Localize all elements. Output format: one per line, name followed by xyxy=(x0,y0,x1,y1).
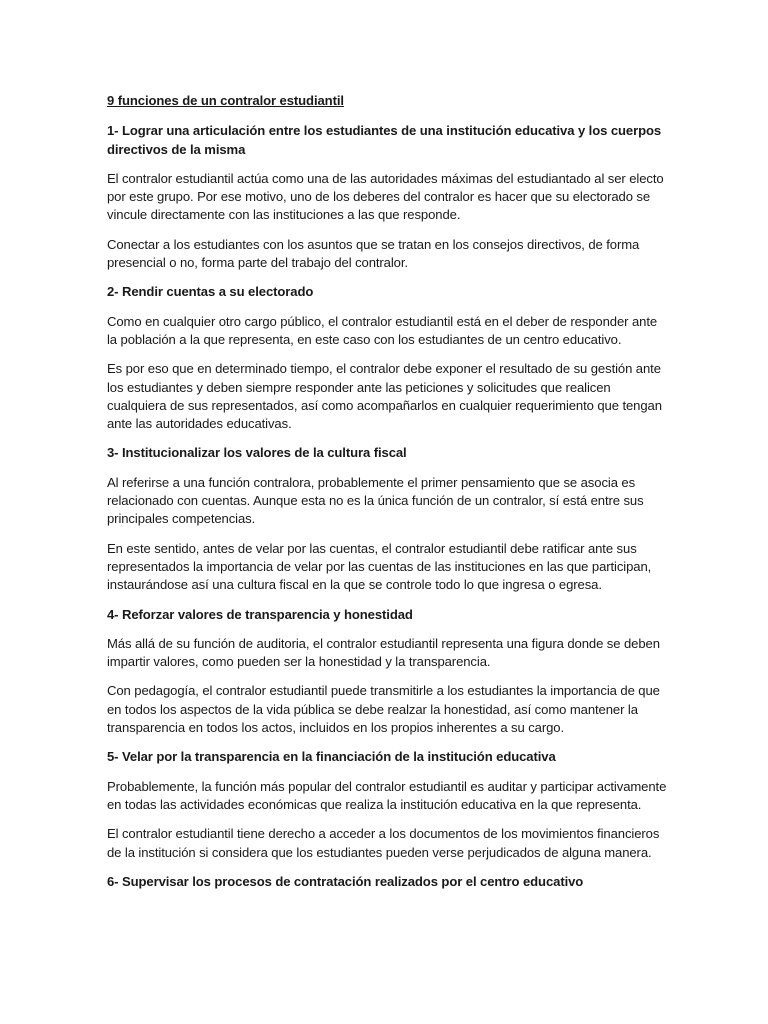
section-heading-4: 4- Reforzar valores de transparencia y honestidad xyxy=(107,606,413,622)
paragraph: Es por eso que en determinado tiempo, el contralor debe exponer el resultado de su gestión ante los estudiantes y deben siempre responder ante las peticiones y solicitudes que realicen cualquiera de sus representados, así como acompañarlos en cualquier requerimiento que tengan ante las autoridades educativas. xyxy=(107,361,662,432)
section-heading-5: 5- Velar por la transparencia en la financiación de la institución educativa xyxy=(107,749,556,765)
paragraph: Probablemente, la función más popular del contralor estudiantil es auditar y participar activamente en todas las actividades económicas que realiza la institución educativa en la que representa. xyxy=(107,778,667,812)
paragraph: Al referirse a una función contralora, probablemente el primer pensamiento que se asocia es relacionado con cuentas. Aunque esta no es la única función de un contralor, sí está entre sus principales competencias. xyxy=(107,474,644,527)
document-body xyxy=(107,92,667,902)
paragraph: Conectar a los estudiantes con los asuntos que se tratan en los consejos directivos, de forma presencial o no, forma parte del trabajo del contralor. xyxy=(107,236,640,271)
paragraph: Como en cualquier otro cargo público, el contralor estudiantil está en el deber de responder ante la población a la que representa, en este caso con los estudiantes de un centro educativo. xyxy=(107,313,658,347)
paragraph: El contralor estudiantil actúa como una de las autoridades máximas del estudiantado al ser electo por este grupo. Por ese motivo, uno de los deberes del contralor es hacer que su electorado se vincule directamente con las instituciones a las que responde. xyxy=(107,170,664,223)
paragraph: El contralor estudiantil tiene derecho a acceder a los documentos de los movimientos financieros de la institución si considera que los estudiantes pueden verse perjudicados de alguna manera. xyxy=(107,826,660,860)
section-heading-6: 6- Supervisar los procesos de contratación realizados por el centro educativo xyxy=(107,873,584,889)
paragraph: Con pedagogía, el contralor estudiantil puede transmitirle a los estudiantes la importancia de que en todos los aspectos de la vida pública se debe realzar la honestidad, así como mantener la transparencia en todos los actos, incluidos en los propios inherentes a su cargo. xyxy=(107,683,660,736)
section-heading-3: 3- Institucionalizar los valores de la cultura fiscal xyxy=(107,445,407,461)
section-heading-2: 2- Rendir cuentas a su electorado xyxy=(107,284,314,300)
paragraph: En este sentido, antes de velar por las cuentas, el contralor estudiantil debe ratificar ante sus representados la importancia de velar por las cuentas de las instituciones en las que participan, instaurándose así una cultura fiscal en la que se controle todo lo que ingresa o egresa. xyxy=(107,540,652,593)
section-heading-1: 1- Lograr una articulación entre los estudiantes de una institución educativa y los cuerpos directivos de la misma xyxy=(107,123,662,157)
paragraph: Más allá de su función de auditoria, el contralor estudiantil representa una figura donde se deben impartir valores, como pueden ser la honestidad y la transparencia. xyxy=(107,635,660,670)
document-title: 9 funciones de un contralor estudiantil xyxy=(107,93,344,108)
